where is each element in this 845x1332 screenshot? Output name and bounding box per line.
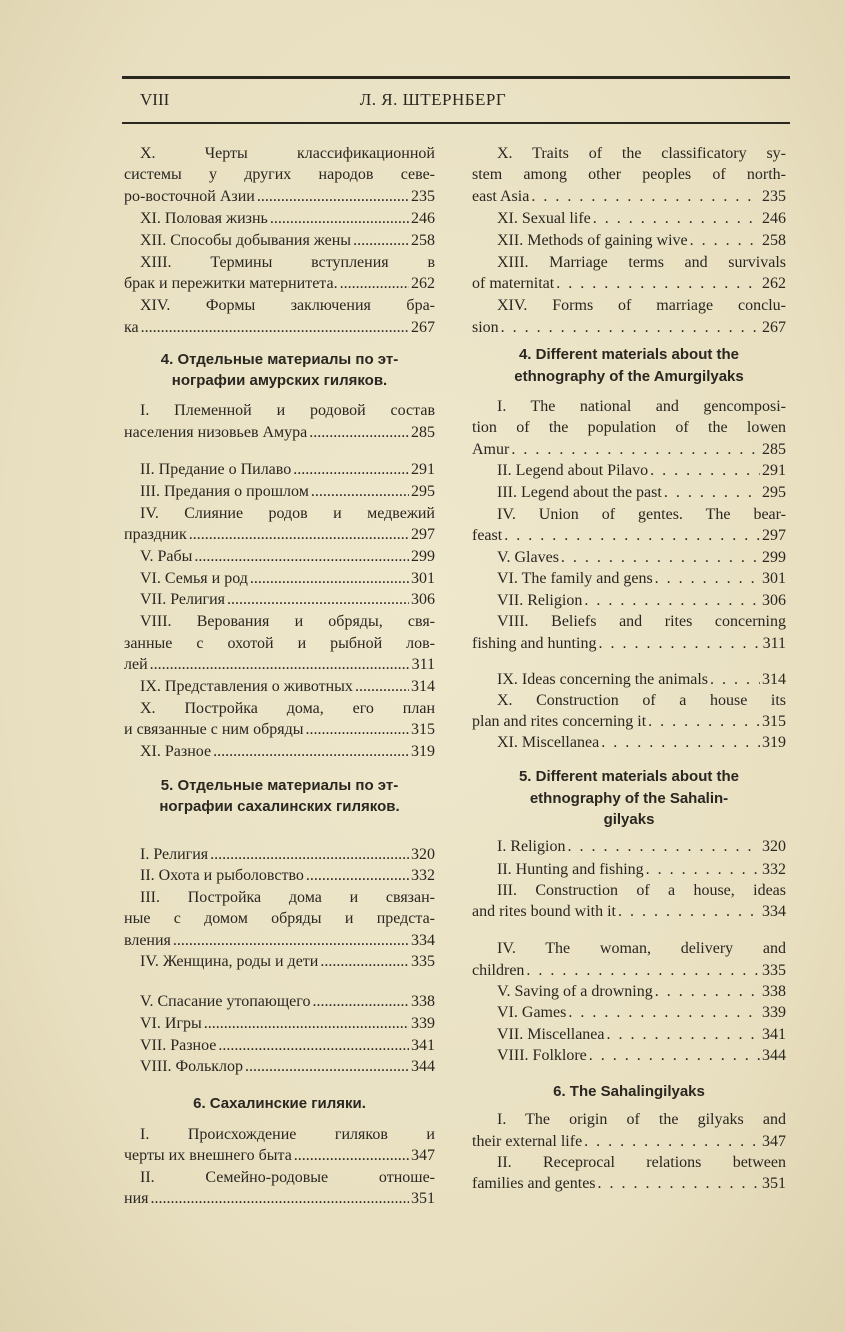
toc-entry-line xyxy=(124,1188,435,1210)
toc-entry-line xyxy=(497,590,786,612)
section-heading: 5. Отдельные материалы по эт- xyxy=(160,777,399,794)
toc-entry-line: III. Постройка дома и связан- xyxy=(140,889,435,906)
section-heading: 6. Сахалинские гиляки. xyxy=(193,1095,366,1112)
toc-entry-title: V. Рабы xyxy=(140,548,193,565)
toc-entry-line xyxy=(497,568,786,590)
toc-page-number: 262 xyxy=(762,275,786,292)
toc-entry-line xyxy=(124,930,435,952)
dot-leader xyxy=(355,676,409,698)
dot-leader xyxy=(245,1056,409,1078)
toc-entry-title: брак и пережитки матернитета. xyxy=(124,275,338,292)
toc-page-number: 301 xyxy=(411,570,435,587)
dot-leader xyxy=(664,482,760,504)
dot-leader xyxy=(270,208,409,230)
toc-page-number: 306 xyxy=(762,592,786,609)
toc-entry-title: и связанные с ним обряды xyxy=(124,721,304,738)
toc-page-number: 338 xyxy=(411,993,435,1010)
toc-entry-line xyxy=(472,439,786,461)
toc-entry-title: IX. Ideas concerning the animals xyxy=(497,671,709,688)
toc-entry-line: XIV. Формы заключения бра- xyxy=(140,297,435,314)
toc-entry-line: XIV. Forms of marriage conclu- xyxy=(497,297,786,314)
dot-leader xyxy=(650,460,760,482)
dot-leader xyxy=(710,669,760,691)
toc-page-number: 339 xyxy=(411,1015,435,1032)
toc-entry-line xyxy=(497,981,786,1003)
toc-entry-title: VII. Религия xyxy=(140,591,226,608)
dot-leader xyxy=(173,930,409,952)
page-number: VIII xyxy=(140,90,170,109)
toc-entry-line: XIII. Marriage terms and survivals xyxy=(497,254,786,271)
dot-leader xyxy=(568,1002,760,1024)
toc-entry-line xyxy=(140,991,435,1013)
toc-page-number: 347 xyxy=(762,1133,786,1150)
toc-page-number: 332 xyxy=(762,861,786,878)
toc-page-number: 315 xyxy=(762,713,786,730)
toc-page-number: 295 xyxy=(762,484,786,501)
toc-entry-line xyxy=(497,208,786,230)
dot-leader xyxy=(340,273,409,295)
toc-page-number: 351 xyxy=(411,1190,435,1207)
toc-page-number: 334 xyxy=(411,932,435,949)
dot-leader xyxy=(306,719,409,741)
toc-entry-title: вления xyxy=(124,932,171,949)
toc-entry-line: III. Construction of a house, ideas xyxy=(497,882,786,899)
dot-leader xyxy=(589,1045,760,1067)
section-heading: 6. The Sahalingilyaks xyxy=(553,1083,705,1100)
dot-leader xyxy=(648,711,760,733)
section-heading: 4. Отдельные материалы по эт- xyxy=(160,351,399,368)
toc-entry-line: I. The national and gencomposi- xyxy=(497,398,786,415)
toc-entry-title: XI. Miscellanea xyxy=(497,734,600,751)
toc-page-number: 314 xyxy=(762,671,786,688)
toc-entry-title: children xyxy=(472,962,525,979)
toc-entry-title: XI. Половая жизнь xyxy=(140,210,268,227)
toc-entry-line: ные с домом обряды и предста- xyxy=(124,910,435,927)
toc-entry-title: VI. Игры xyxy=(140,1015,202,1032)
toc-page-number: 285 xyxy=(762,441,786,458)
toc-entry-line xyxy=(140,589,435,611)
toc-page-number: 295 xyxy=(411,483,435,500)
dot-leader xyxy=(584,590,760,612)
toc-entry-line xyxy=(140,1013,435,1035)
toc-entry-title: Amur xyxy=(472,441,510,458)
dot-leader xyxy=(655,981,760,1003)
dot-leader xyxy=(556,273,760,295)
toc-entry-line xyxy=(140,568,435,590)
toc-entry-line xyxy=(472,901,786,923)
toc-entry-title: II. Hunting and fishing xyxy=(497,861,644,878)
dot-leader xyxy=(150,654,410,676)
toc-page-number: 344 xyxy=(762,1047,786,1064)
dot-leader xyxy=(194,546,409,568)
toc-entry-line xyxy=(497,859,786,881)
dot-leader xyxy=(320,951,409,973)
toc-entry-title: of maternitat xyxy=(472,275,555,292)
header-bottom-rule xyxy=(122,122,790,124)
dot-leader xyxy=(227,589,409,611)
section-heading: 5. Different materials about the xyxy=(518,768,740,785)
toc-entry-line: X. Постройка дома, его план xyxy=(140,700,435,717)
section-heading: gilyaks xyxy=(603,811,655,828)
toc-entry-line xyxy=(497,1024,786,1046)
toc-entry-line xyxy=(140,951,435,973)
toc-entry-line: stem among other peoples of north- xyxy=(472,166,786,183)
toc-page-number: 335 xyxy=(411,953,435,970)
dot-leader xyxy=(598,1173,760,1195)
toc-entry-line: IV. Union of gentes. The bear- xyxy=(497,506,786,523)
toc-entry-title: I. Религия xyxy=(140,846,209,863)
toc-entry-line xyxy=(124,524,435,546)
toc-entry-line: занные с охотой и рыбной лов- xyxy=(124,635,435,652)
toc-entry-line xyxy=(124,654,435,676)
dot-leader xyxy=(618,901,760,923)
dot-leader xyxy=(504,525,760,547)
dot-leader xyxy=(567,836,760,858)
dot-leader xyxy=(511,439,760,461)
toc-page-number: 262 xyxy=(411,275,435,292)
toc-page-number: 320 xyxy=(762,838,786,855)
toc-page-number: 301 xyxy=(762,570,786,587)
dot-leader xyxy=(655,568,760,590)
toc-entry-line: tion of the population of the lowen xyxy=(472,419,786,436)
toc-page-number: 339 xyxy=(762,1004,786,1021)
toc-page-number: 341 xyxy=(411,1037,435,1054)
toc-page-number: 311 xyxy=(411,656,435,673)
toc-page-number: 338 xyxy=(762,983,786,1000)
toc-entry-line xyxy=(497,230,786,252)
toc-entry-title: IV. Женщина, роды и дети xyxy=(140,953,319,970)
toc-entry-line xyxy=(140,1056,435,1078)
toc-entry-line xyxy=(124,1145,435,1167)
toc-entry-title: III. Предания о прошлом xyxy=(140,483,309,500)
toc-entry-title: XII. Methods of gaining wive xyxy=(497,232,688,249)
dot-leader xyxy=(204,1013,409,1035)
toc-entry-line xyxy=(140,1035,435,1057)
toc-entry-line xyxy=(472,273,786,295)
dot-leader xyxy=(312,991,409,1013)
toc-entry-line xyxy=(140,481,435,503)
toc-entry-line xyxy=(140,676,435,698)
toc-entry-title: II. Охота и рыболовство xyxy=(140,867,304,884)
toc-entry-line: X. Construction of a house its xyxy=(497,692,786,709)
toc-entry-title: населения низовьев Амура xyxy=(124,424,308,441)
dot-leader xyxy=(309,422,409,444)
toc-page-number: 319 xyxy=(762,734,786,751)
toc-page-number: 285 xyxy=(411,424,435,441)
dot-leader xyxy=(593,208,760,230)
toc-page-number: 291 xyxy=(411,461,435,478)
toc-entry-title: III. Legend about the past xyxy=(497,484,662,501)
toc-entry-title: and rites bound with it xyxy=(472,903,616,920)
toc-entry-title: лей xyxy=(124,656,148,673)
toc-entry-title: VI. Games xyxy=(497,1004,567,1021)
toc-page-number: 299 xyxy=(411,548,435,565)
toc-entry-line xyxy=(472,1131,786,1153)
toc-page-number: 299 xyxy=(762,549,786,566)
dot-leader xyxy=(598,633,760,655)
toc-page-number: 246 xyxy=(411,210,435,227)
dot-leader xyxy=(584,1131,760,1153)
toc-entry-line xyxy=(472,1173,786,1195)
toc-page-number: 297 xyxy=(762,527,786,544)
toc-page-number: 332 xyxy=(411,867,435,884)
toc-entry-title: XI. Разное xyxy=(140,743,212,760)
section-heading: 4. Different materials about the xyxy=(518,346,740,363)
toc-page-number: 267 xyxy=(762,319,786,336)
dot-leader xyxy=(210,844,409,866)
toc-entry-line xyxy=(140,546,435,568)
toc-page-number: 347 xyxy=(411,1147,435,1164)
toc-entry-line xyxy=(140,865,435,887)
toc-page-number: 320 xyxy=(411,846,435,863)
toc-entry-line: I. Происхождение гиляков и xyxy=(140,1126,435,1143)
section-heading: ethnography of the Amurgilyaks xyxy=(514,368,744,385)
toc-entry-title: II. Legend about Pilavo xyxy=(497,462,649,479)
toc-entry-line xyxy=(497,669,786,691)
dot-leader xyxy=(218,1035,409,1057)
toc-entry-title: IX. Представления о животных xyxy=(140,678,353,695)
toc-page-number: 341 xyxy=(762,1026,786,1043)
toc-entry-line: IV. The woman, delivery and xyxy=(497,940,786,957)
toc-entry-title: VII. Miscellanea xyxy=(497,1026,605,1043)
running-title: Л. Я. ШТЕРНБЕРГ xyxy=(359,90,507,109)
section-heading: нографии сахалинских гиляков. xyxy=(159,798,400,815)
dot-leader xyxy=(311,481,409,503)
toc-entry-line xyxy=(497,1002,786,1024)
toc-entry-title: ро-восточной Азии xyxy=(124,188,255,205)
toc-entry-title: праздник xyxy=(124,526,187,543)
toc-page-number: 315 xyxy=(411,721,435,738)
dot-leader xyxy=(353,230,409,252)
toc-entry-line: IV. Слияние родов и медвежий xyxy=(140,505,435,522)
toc-entry-line: II. Семейно-родовые отноше- xyxy=(140,1169,435,1186)
toc-entry-line xyxy=(140,208,435,230)
dot-leader xyxy=(306,865,409,887)
toc-page-number: 246 xyxy=(762,210,786,227)
toc-entry-line: X. Traits of the classificatory sy- xyxy=(497,145,786,162)
dot-leader xyxy=(501,317,760,339)
toc-entry-line: II. Receprocal relations between xyxy=(497,1154,786,1171)
toc-entry-title: V. Glaves xyxy=(497,549,559,566)
toc-page-number: 235 xyxy=(762,188,786,205)
dot-leader xyxy=(601,732,760,754)
toc-page-number: 258 xyxy=(762,232,786,249)
toc-entry-title: VII. Разное xyxy=(140,1037,217,1054)
toc-entry-title: VIII. Folklore xyxy=(497,1047,587,1064)
toc-entry-line xyxy=(124,186,435,208)
toc-entry-title: sion xyxy=(472,319,499,336)
toc-page-number: 351 xyxy=(762,1175,786,1192)
dot-leader xyxy=(257,186,409,208)
toc-entry-title: VIII. Фольклор xyxy=(140,1058,244,1075)
dot-leader xyxy=(141,317,409,339)
toc-entry-title: ния xyxy=(124,1190,149,1207)
toc-entry-line xyxy=(124,719,435,741)
dot-leader xyxy=(293,459,409,481)
toc-page-number: 314 xyxy=(411,678,435,695)
toc-page-number: 319 xyxy=(411,743,435,760)
toc-entry-line xyxy=(472,633,786,655)
toc-entry-line xyxy=(497,1045,786,1067)
toc-entry-title: черты их внешнего быта xyxy=(124,1147,292,1164)
section-heading: нографии амурских гиляков. xyxy=(171,372,388,389)
toc-entry-title: V. Спасание утопающего xyxy=(140,993,311,1010)
toc-entry-line: системы у других народов севе- xyxy=(124,166,435,183)
dot-leader xyxy=(294,1145,409,1167)
dot-leader xyxy=(646,859,760,881)
toc-entry-title: I. Religion xyxy=(497,838,566,855)
toc-entry-line xyxy=(124,273,435,295)
toc-page-number: 291 xyxy=(762,462,786,479)
toc-entry-line xyxy=(124,317,435,339)
toc-entry-title: feast xyxy=(472,527,503,544)
toc-page-number: 334 xyxy=(762,903,786,920)
toc-page-number: 267 xyxy=(411,319,435,336)
toc-page-number: 297 xyxy=(411,526,435,543)
toc-entry-line xyxy=(497,460,786,482)
dot-leader xyxy=(250,568,409,590)
toc-entry-title: fishing and hunting xyxy=(472,635,597,652)
dot-leader xyxy=(561,547,760,569)
toc-page-number: 311 xyxy=(762,635,786,652)
dot-leader xyxy=(607,1024,760,1046)
toc-entry-line xyxy=(497,482,786,504)
toc-entry-line: VIII. Beliefs and rites concerning xyxy=(497,613,786,630)
toc-entry-title: their external life xyxy=(472,1133,583,1150)
toc-entry-line xyxy=(472,317,786,339)
toc-page-number: 258 xyxy=(411,232,435,249)
toc-entry-line xyxy=(124,422,435,444)
toc-entry-line xyxy=(497,732,786,754)
toc-entry-line xyxy=(140,459,435,481)
toc-page-number: 306 xyxy=(411,591,435,608)
dot-leader xyxy=(531,186,760,208)
toc-entry-line: I. The origin of the gilyaks and xyxy=(497,1111,786,1128)
toc-entry-line xyxy=(140,230,435,252)
toc-entry-line xyxy=(472,960,786,982)
toc-entry-line: VIII. Верования и обряды, свя- xyxy=(140,613,435,630)
toc-entry-title: families and gentes xyxy=(472,1175,596,1192)
toc-entry-line: X. Черты классификационной xyxy=(140,145,435,162)
header-top-rule xyxy=(122,76,790,79)
dot-leader xyxy=(189,524,409,546)
toc-entry-title: east Asia xyxy=(472,188,530,205)
toc-entry-line xyxy=(497,836,786,858)
dot-leader xyxy=(690,230,760,252)
toc-entry-line xyxy=(472,186,786,208)
toc-entry-line: I. Племенной и родовой состав xyxy=(140,402,435,419)
toc-entry-title: II. Предание о Пилаво xyxy=(140,461,292,478)
toc-entry-title: VI. The family and gens xyxy=(497,570,653,587)
dot-leader xyxy=(150,1188,409,1210)
toc-entry-line xyxy=(140,844,435,866)
toc-entry-title: XI. Sexual life xyxy=(497,210,591,227)
toc-page-number: 335 xyxy=(762,962,786,979)
dot-leader xyxy=(526,960,760,982)
section-heading: ethnography of the Sahalin- xyxy=(529,790,729,807)
toc-entry-title: ка xyxy=(124,319,139,336)
toc-entry-title: plan and rites concerning it xyxy=(472,713,647,730)
toc-page-number: 235 xyxy=(411,188,435,205)
toc-entry-title: V. Saving of a drowning xyxy=(497,983,653,1000)
toc-entry-line xyxy=(472,525,786,547)
toc-entry-line: XIII. Термины вступления в xyxy=(140,254,435,271)
toc-entry-line xyxy=(140,741,435,763)
toc-entry-line xyxy=(472,711,786,733)
dot-leader xyxy=(213,741,409,763)
toc-entry-line xyxy=(497,547,786,569)
toc-page-number: 344 xyxy=(411,1058,435,1075)
toc-entry-title: XII. Способы добывания жены xyxy=(140,232,352,249)
toc-entry-title: VI. Семья и род xyxy=(140,570,248,587)
toc-entry-title: VII. Religion xyxy=(497,592,583,609)
